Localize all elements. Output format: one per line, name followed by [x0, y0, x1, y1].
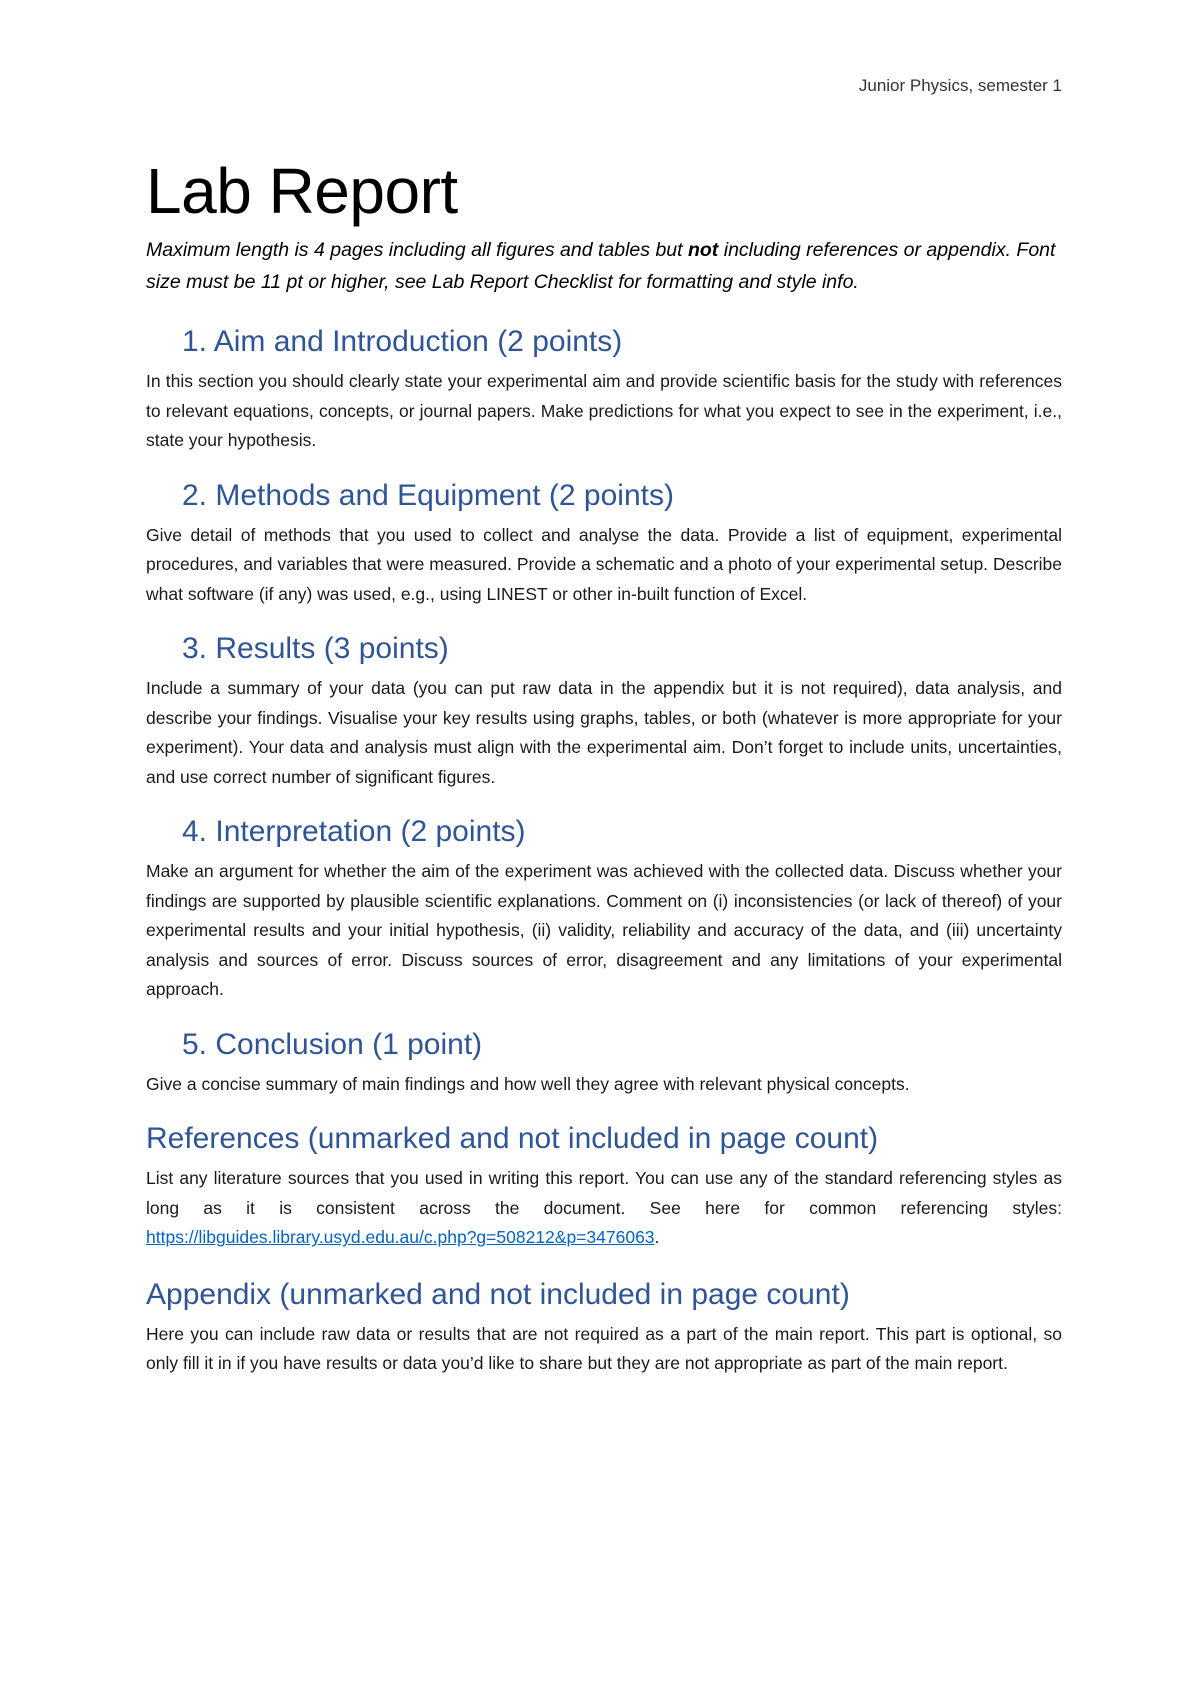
section-results	[146, 629, 1062, 792]
referencing-styles-link[interactable]: https://libguides.library.usyd.edu.au/c.php?g=508212&p=3476063	[146, 1227, 655, 1248]
section-body-aim: In this section you should clearly state your experimental aim and provide scientific basis for the study with references to relevant equations, concepts, or journal papers. Make predictions for what you expect to see in the experiment, i.e., state your hypothesis.	[146, 371, 1062, 451]
section-body-appendix: Here you can include raw data or results that are not required as a part of the main report. This part is optional, so only fill it in if you have results or data you’d like to share but they are not appropriate as part of the main report.	[146, 1323, 1062, 1374]
section-heading-references: References (unmarked and not included in page count)	[146, 1122, 879, 1156]
section-heading-methods: 2. Methods and Equipment (2 points)	[182, 478, 674, 512]
section-heading-interpretation: 4. Interpretation (2 points)	[182, 815, 526, 849]
document-subtitle	[146, 234, 1062, 298]
section-body-references	[146, 1164, 1062, 1253]
references-trailing-period: .	[654, 1227, 660, 1248]
subtitle-part-1: Maximum length is 4 pages including all figures and tables but	[146, 239, 688, 262]
section-heading-conclusion: 5. Conclusion (1 point)	[182, 1027, 483, 1061]
section-heading-aim: 1. Aim and Introduction (2 points)	[182, 325, 623, 359]
running-header: Junior Physics, semester 1	[858, 76, 1062, 95]
document-content	[146, 156, 1062, 1379]
section-references	[146, 1119, 1062, 1253]
section-body-results: Include a summary of your data (you can put raw data in the appendix but it is not required), data analysis, and describe your findings. Visualise your key results using graphs, tables, or both (whatever is more appropriate for your experiment). Your data and analysis must align with the experimental aim. Don’t forget to include units, uncertainties, and use correct number of significant figures.	[146, 678, 1062, 787]
references-text: List any literature sources that you used in writing this report. You can use any of the standard referencing styles as long as it is consistent across the document. See here for common referencing styles:	[146, 1168, 1062, 1218]
section-body-methods: Give detail of methods that you used to collect and analyse the data. Provide a list of equipment, experimental procedures, and variables that were measured. Provide a schematic and a photo of your experimental setup. Describe what software (if any) was used, e.g., using LINEST or other in-built function of Excel.	[146, 524, 1062, 604]
section-interpretation	[146, 812, 1062, 1005]
section-body-conclusion: Give a concise summary of main findings and how well they agree with relevant physical concepts.	[146, 1073, 910, 1094]
section-body-interpretation: Make an argument for whether the aim of the experiment was achieved with the collected data. Discuss whether your findings are supported by plausible scientific explanations. Comment on (i) inconsistencies (or lack of thereof) of your experimental results and your initial hypothesis, (ii) validity, reliability and accuracy of the data, and (iii) uncertainty analysis and sources of error. Discuss sources of error, disagreement and any limitations of your experimental approach.	[146, 861, 1062, 1000]
section-conclusion	[146, 1025, 1062, 1100]
section-heading-appendix: Appendix (unmarked and not included in page count)	[146, 1277, 850, 1311]
section-methods	[146, 476, 1062, 610]
document-title: Lab Report	[146, 155, 458, 227]
subtitle-part-2: including references or appendix. Font size must be 11 pt or higher, see Lab Report Checklist for formatting and style info.	[146, 239, 1056, 294]
section-aim	[146, 322, 1062, 456]
section-appendix	[146, 1275, 1062, 1379]
section-heading-results: 3. Results (3 points)	[182, 632, 449, 666]
subtitle-bold-word: not	[687, 239, 719, 262]
